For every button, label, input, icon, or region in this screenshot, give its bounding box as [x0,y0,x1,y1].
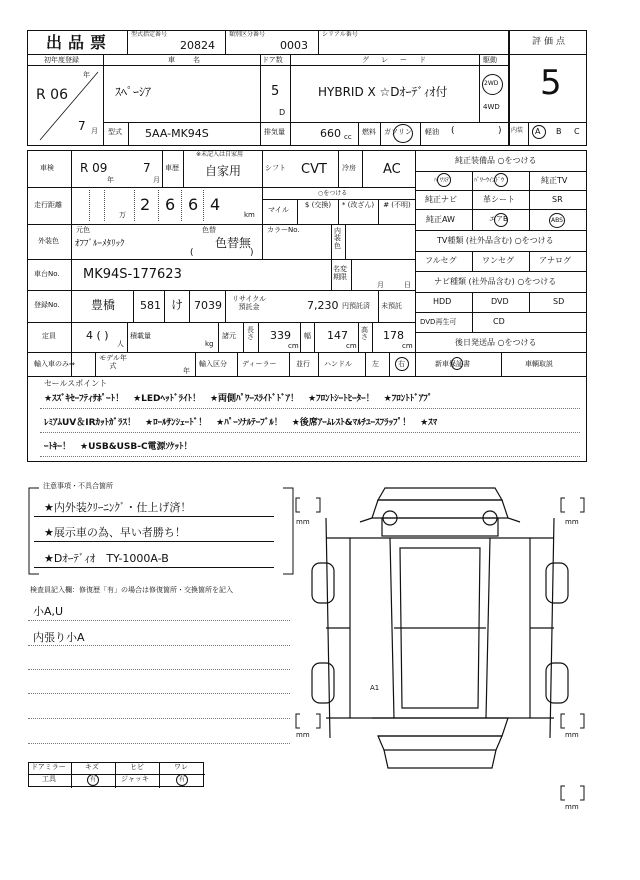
divider [415,292,587,293]
eq-sunroof: SR [552,195,563,204]
mileage-digit: 6 [188,195,199,214]
divider [262,150,263,187]
tv-analog: アナログ [539,256,571,265]
recycle-unpaid: 未預託 [381,302,402,310]
digit-sep [89,190,90,221]
mileage-digit: 2 [140,195,151,214]
history-note: ※未記入は自家用 [196,151,244,158]
divider [95,352,96,377]
divider [472,292,473,332]
divider [331,224,332,259]
eq-power-window: ﾊﾟﾜｰｳｲﾝﾄﾞｳ [474,177,505,184]
divider [159,763,160,788]
divider [133,290,134,322]
recycle-label: リサイクル預託金 [231,295,267,312]
drive-other: 4WD [483,103,500,111]
divider [195,352,196,377]
divider [378,290,379,322]
navi-hdd: HDD [433,297,452,306]
divider [237,352,238,377]
divider [372,322,373,352]
eq-circle [437,173,451,187]
divider [103,122,509,123]
year-unit: 年 [83,71,90,79]
note-line: ★展示車の為、早い者勝ち！ [44,526,186,539]
expiry-label: 名変期限 [333,265,347,282]
divider [225,30,226,54]
inspector-rule [28,620,290,621]
handle-label: ハンドル [324,360,352,368]
shift-value: CVT [301,162,327,177]
cd-label: CD [493,317,505,326]
drive-selected: 2WD [484,80,499,87]
expiry-day: 日 [404,281,411,289]
inspector-rule [28,645,290,646]
paren: ) [250,248,254,258]
inspector-rule [28,669,290,670]
shaken-label: 車検 [40,164,54,172]
acc-tools: 工具 [42,775,56,783]
kg-unit: kg [205,340,214,348]
capacity-value: 4 ( ) [86,329,109,342]
model-year-unit: 年 [183,367,190,375]
mm-unit: mm [565,803,579,811]
navi-sd: SD [553,297,565,306]
divider [289,352,290,377]
import-label: 輸入車のみ⇒ [34,360,75,368]
inspector-line: 小A,U [33,605,64,618]
length-value: 339 [270,329,291,342]
divider [128,122,129,146]
import-parallel: 並行 [296,360,310,368]
serial-label: シリアル番号 [322,31,358,38]
model-no-label: 型式指定番号 [131,31,168,38]
divider [290,54,291,122]
divider [260,54,261,122]
dims-label: 諸元 [222,332,236,340]
wid-label: 幅 [304,332,311,340]
unit-unknown: # (不明) [383,201,411,209]
reg-label: 登録No. [34,301,60,309]
sales-rule [40,432,580,433]
divider [472,251,473,271]
ac-value: AC [383,162,401,177]
mm-unit: mm [565,731,579,739]
sales-rule [40,408,580,409]
km-unit: km [244,211,255,219]
cm-unit: cm [402,342,413,350]
acc-tools-status: 有 [90,776,97,783]
len-label: 長さ [247,326,254,342]
doors-value: 5 [271,84,280,99]
fuel-other: 軽油 [425,128,439,136]
eq-circle [494,213,508,227]
divider [501,352,502,377]
divider [189,290,190,322]
acc-circle [87,774,99,786]
divider [472,171,473,231]
color-no-label: カラーNo. [267,226,300,234]
tv-fullseg: フルセグ [425,256,457,265]
divider [415,209,587,210]
eq-genuine-aw: 純正AW [426,215,455,224]
eq-circle [549,213,565,228]
dvd-label: DVD再生可 [420,318,457,326]
divider [415,271,587,272]
doc-manual: 車輌取説 [525,360,553,368]
paren: ( [190,248,194,258]
eq-power-steering: ﾊﾟﾜｽﾃ [434,177,450,184]
inspector-rule [28,743,290,744]
divider [27,187,415,188]
divider [183,150,184,187]
expiry-month: 月 [377,281,384,289]
divider [218,322,219,352]
eq-genuine-navi: 純正ナビ [425,195,457,204]
chassis-value: MK94S-177623 [83,267,182,282]
model-no: 20824 [180,39,215,52]
displacement-label: 排気量 [264,128,285,136]
shaken-month: 7 [143,161,151,175]
mm-unit: mm [296,731,310,739]
doc-warranty: 新車保証書 [435,360,470,368]
divider [318,30,319,54]
tv-oneseg: ワンセグ [482,256,514,265]
eq-abs: ABS [551,217,563,224]
divider [243,322,244,352]
drive-label: 駆動 [483,56,497,64]
mileage-digit: 4 [210,195,221,214]
divider [127,30,128,54]
handle-right: 右 [398,360,405,368]
man-unit: 万 [119,211,126,219]
type-value: 5AA-MK94S [145,127,209,140]
fuel-paren: ( [451,126,455,136]
inspector-line: 内張り小A [33,631,85,644]
ac-label: 冷房 [342,164,356,172]
divider [262,224,263,259]
divider [27,290,415,291]
interior-a: A [535,127,541,136]
divider [164,290,165,322]
note-rule [34,541,274,542]
doors-label: ドア数 [262,56,283,64]
reg-num: 7039 [194,299,222,312]
navi-label: ナビ種類 (社外品含む) ○をつける [434,277,557,286]
digit-sep [181,190,182,221]
divider [415,312,587,313]
orig-color: ｵﾌﾌﾞﾙｰﾒﾀﾘｯｸ [75,239,125,249]
divider [127,322,128,352]
first-reg-era: R 06 [36,87,68,103]
import-type-label: 輸入区分 [199,360,227,368]
handle-left: 左 [372,360,379,368]
recycle-status: 円預託済 [342,302,370,310]
rating-label: 評価点 [532,37,569,47]
car-name: ｽﾍﾟｰｼｱ [115,85,152,99]
divider [380,122,381,146]
int-color-label: 内装色 [334,227,341,250]
reg-class: 581 [140,299,161,312]
divider [345,224,346,259]
acc-crack: ヒビ [130,763,144,771]
shift-label: シフト [265,164,286,172]
color-label: 外装色 [38,237,59,245]
car-diagram [290,478,590,810]
fuel-paren: ) [498,126,502,136]
divider [509,122,587,123]
unit-exchange: $ (交換) [304,201,332,209]
orig-color-label: 元色 [76,226,90,234]
digit-sep [134,190,135,221]
divider [262,199,415,200]
divider [71,763,72,788]
inspector-rule [28,718,290,719]
history-value: 自家用 [205,164,242,178]
cm-unit: cm [288,342,299,350]
eq-airbag: エアB [489,215,508,223]
person-unit: 人 [117,340,124,348]
divider [314,322,315,352]
note-line: ★内外装ｸﾘｰﾆﾝｸﾞ・仕上げ済！ [44,501,192,514]
divider [479,54,480,122]
mm-unit: mm [296,518,310,526]
fuel-selected: ガソリン [384,128,412,136]
tv-label: TV種類 (社外品含む) ○をつける [437,236,554,245]
divider [358,322,359,352]
inspector-label: 検査員記入欄：修復歴「有」の場合は修復箇所・交換箇所を記入 [30,586,233,594]
divider [415,251,587,252]
divider [351,259,352,290]
divider [27,322,415,323]
reg-city: 豊橋 [91,298,116,312]
height-value: 178 [383,329,404,342]
history-label: 車歴 [165,164,179,172]
divider [338,150,339,187]
type-label: 型式 [108,128,122,136]
later-label: 後日発送品 ○をつける [455,338,537,347]
capacity-label: 定員 [42,332,56,340]
divider [378,199,379,224]
divider [420,122,421,146]
repaint-label: 色替 [202,226,216,234]
mileage-label: 走行距離 [34,201,62,209]
navi-dvd: DVD [491,297,509,306]
divider [415,190,587,191]
divider [365,352,366,377]
divider [362,150,363,187]
divider [415,230,587,231]
mm-unit: mm [565,518,579,526]
chassis-label: 車台No. [34,270,60,278]
eq-circle [494,173,508,187]
class-no-label: 類別区分番号 [229,31,266,38]
divider [331,259,332,290]
digit-sep [158,190,159,221]
interior-b: B [556,127,562,136]
divider [71,150,72,377]
divider [358,122,359,146]
divider [415,171,587,172]
acc-break: ワレ [174,763,188,771]
interior-c: C [574,127,580,136]
shaken-month-unit: 月 [153,176,160,184]
acc-scratch: キズ [85,763,99,771]
inspector-rule [28,693,290,694]
reg-kana: け [171,298,184,312]
month-unit: 月 [91,127,98,135]
acc-door-mirror: ドアミラー [31,763,66,771]
divider [27,224,415,225]
cc-unit: cc [344,133,352,141]
divider [258,322,259,352]
first-reg-month: 7 [78,119,86,133]
divider [528,122,529,146]
cm-unit: cm [346,342,357,350]
divider [529,251,530,271]
sales-line: ｰﾄｷｰ！ ★USB&USB-C電源ｿｹｯﾄ！ [44,442,193,452]
divider [27,259,415,260]
digit-sep [203,190,204,221]
divider [297,199,298,224]
divider [162,150,163,187]
grade-value: HYBRID X ☆Dｵｰﾃﾞｨｵ付 [318,85,448,99]
divider [529,292,530,312]
car-name-label: 車名 [168,56,218,64]
divider [225,290,226,322]
divider [529,171,530,231]
rating-value: 5 [540,63,562,103]
first-reg-label: 初年度登録 [44,56,79,64]
acc-jack: ジャッキ [121,775,149,783]
fuel-label: 燃料 [362,128,376,136]
door-type: D [279,108,286,117]
sales-rule [40,456,580,457]
divider [115,763,116,788]
unit-note: ○をつける [318,190,348,197]
class-no: 0003 [280,39,308,52]
acc-jack-status: 有 [179,776,186,783]
divider [290,122,291,146]
divider [103,54,104,146]
acc-circle [176,774,188,786]
import-dealer: ディーラー [242,360,277,368]
divider [318,352,319,377]
width-value: 147 [327,329,348,342]
note-rule [34,516,274,517]
divider [260,122,261,146]
form-title: 出品票 [46,33,113,52]
sales-label: セールスポイント [44,379,108,388]
sales-line: ★ｽｽﾞｷｾｰﾌﾃｨｻﾎﾟｰﾄ！ ★LEDﾍｯﾄﾞﾗｲﾄ！ ★両側ﾊﾟﾜｰｽﾗｲﾄﾞﾄﾞｱ！ ★ﾌﾛﾝﾄｼｰﾄﾋｰﾀｰ！ ★ﾌﾛﾝﾄﾄﾞｱﾌﾟ [44,394,433,404]
genuine-label: 純正装備品 ○をつける [455,156,537,165]
divider [262,187,263,224]
displacement-value: 660 [320,127,341,140]
note-line: ★Dｵｰﾃﾞｨｵ TY-1000A-B [44,552,169,565]
recycle-value: 7,230 [307,299,339,312]
shaken-era: R 09 [80,161,108,175]
mileage-digit: 6 [165,195,176,214]
unit-tampered: * (改ざん) [341,201,375,209]
divider [338,199,339,224]
divider [300,322,301,352]
model-year-label: モデル年式 [99,354,127,370]
divider [389,352,390,377]
interior-label: 内装 [511,127,524,134]
notes-label: 注意事項・不具合箇所 [43,482,113,490]
shaken-year-unit: 年 [107,176,114,184]
fuel-circle [393,124,413,143]
digit-sep [104,190,105,221]
note-rule [34,567,274,568]
doc-circle [451,357,463,370]
hgt-label: 高さ [361,326,368,342]
load-label: 積載量 [130,332,151,340]
sales-line: ﾚﾐｱﾑUV＆IRｶｯﾄｶﾞﾗｽ！ ★ﾛｰﾙｻﾝｼｪｰﾄﾞ！ ★ﾊﾟｰｿﾅﾙﾃｰﾌﾞﾙ！ ★後席ｱｰﾑﾚｽﾄ&ﾏﾙﾁﾕｰｽﾌﾗｯﾌﾟ！ ★ｽﾏ [44,418,438,428]
damage-mark: A1 [370,684,380,692]
eq-leather-seat: 革シート [483,195,515,204]
divider [509,54,587,55]
grade-label: グレード [362,56,438,64]
eq-genuine-tv: 純正TV [541,176,568,185]
divider [415,332,587,333]
repaint-value: 色替無 [215,236,252,250]
handle-circle [395,357,409,371]
unit-mile: マイル [268,206,289,214]
